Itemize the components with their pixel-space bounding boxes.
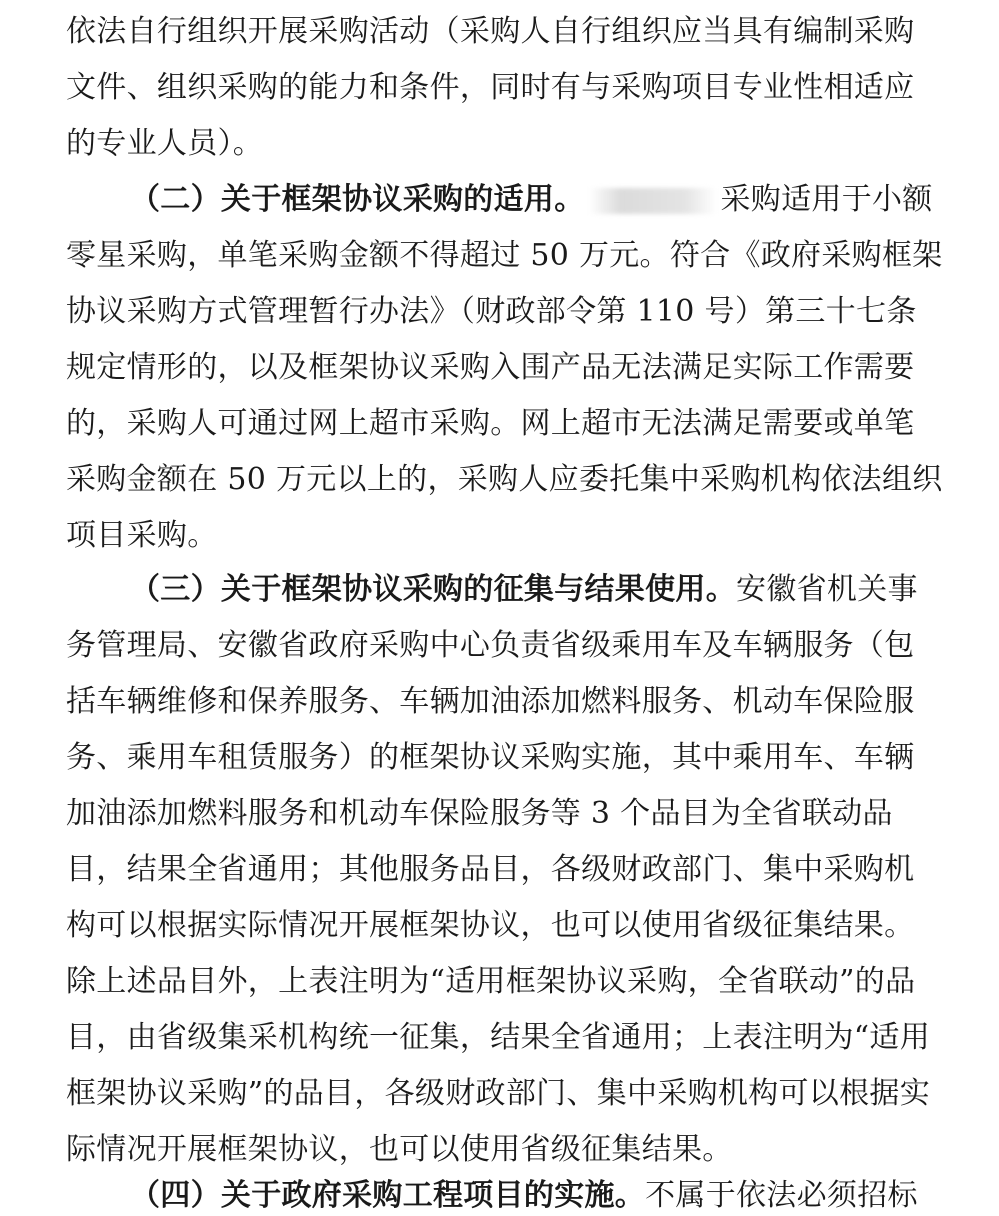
section-2-heading: （二）关于框架协议采购的适用。 — [130, 182, 585, 217]
text-line: 的，采购人可通过网上超市采购。网上超市无法满足需要或单笔 — [66, 406, 915, 441]
text-line: 除上述品目外，上表注明为“适用框架协议采购，全省联动”的品 — [66, 964, 916, 999]
text-line: 规定情形的，以及框架协议采购入围产品无法满足实际工作需要 — [66, 350, 915, 385]
section-3-heading: （三）关于框架协议采购的征集与结果使用。 — [130, 572, 736, 607]
text-line: 括车辆维修和保养服务、车辆加油添加燃料服务、机动车保险服 — [66, 684, 915, 719]
text-line: 项目采购。 — [66, 518, 218, 553]
section-3-text: 安徽省机关事 — [736, 572, 918, 607]
section-4-heading: （四）关于政府采购工程项目的实施。 — [130, 1178, 646, 1213]
text-line: 框架协议采购”的品目，各级财政部门、集中采购机构可以根据实 — [66, 1076, 931, 1111]
text-line: 依法自行组织开展采购活动（采购人自行组织应当具有编制采购 — [66, 14, 915, 49]
section-4-text: 不属于依法必须招标 — [645, 1178, 918, 1213]
text-line: 目，由省级集采机构统一征集，结果全省通用；上表注明为“适用 — [66, 1020, 931, 1055]
text-line: 采购金额在 50 万元以上的，采购人应委托集中采购机构依法组织 — [66, 462, 943, 497]
text-line: 目，结果全省通用；其他服务品目，各级财政部门、集中采购机 — [66, 852, 915, 887]
text-line: 构可以根据实际情况开展框架协议，也可以使用省级征集结果。 — [66, 908, 915, 943]
section-2-text: 采购适用于小额 — [720, 182, 933, 217]
text-line: 的专业人员）。 — [66, 126, 264, 161]
section-4-first-line — [130, 1176, 990, 1216]
text-line: 务、乘用车租赁服务）的框架协议采购实施，其中乘用车、车辆 — [66, 740, 915, 775]
text-line: 协议采购方式管理暂行办法》（财政部令第 110 号）第三十七条 — [66, 294, 917, 329]
text-line: 加油添加燃料服务和机动车保险服务等 3 个品目为全省联动品 — [66, 796, 893, 831]
text-line: 际情况开展框架协议，也可以使用省级征集结果。 — [66, 1132, 733, 1167]
section-3-first-line — [130, 570, 990, 610]
text-line: 文件、组织采购的能力和条件，同时有与采购项目专业性相适应 — [66, 70, 915, 105]
redacted-area — [589, 188, 717, 214]
section-2-first-line — [130, 180, 990, 220]
text-line: 零星采购，单笔采购金额不得超过 50 万元。符合《政府采购框架 — [66, 238, 943, 273]
text-line: 务管理局、安徽省政府采购中心负责省级乘用车及车辆服务（包 — [66, 628, 915, 663]
